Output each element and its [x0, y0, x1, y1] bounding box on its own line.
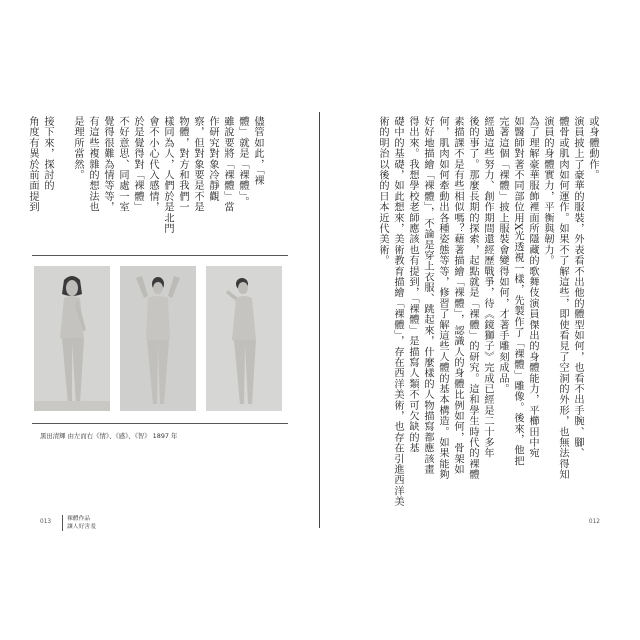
- text-column: 演員披上了豪華的服裝，外表看不出他的體型如何，也看不出手腕、腳、: [572, 116, 583, 459]
- text-column: 體」就是「裸體」。: [237, 116, 248, 208]
- right-page: [320, 0, 640, 640]
- painting-jo-image: [34, 266, 110, 411]
- figure-bottom-rule: [32, 423, 288, 424]
- right-body-text: [375, 116, 600, 507]
- text-column: 為了理解豪華服飾裡面所隱藏的歌舞伎演員傑出的身體能力，平櫛田中宛: [527, 116, 538, 459]
- text-column: [55, 116, 70, 254]
- figure-top-rule: [32, 255, 288, 256]
- running-head: [62, 515, 96, 531]
- page-number-right: 012: [588, 519, 600, 525]
- text-column: 會不小心代入感情，: [147, 116, 158, 213]
- painting-kan-image: [120, 266, 196, 411]
- text-column: 儘管如此，「裸: [252, 116, 263, 186]
- text-column: 演員的身體實力，平衡與韌力。: [542, 116, 553, 266]
- figure-caption: 黑田清輝 由左而右《情》、《感》、《智》 1897 年: [40, 432, 178, 440]
- text-column: 素描課不是有些相似嗎？藉著描繪「裸體」，認識人的身體比例如何，骨架如: [452, 116, 463, 475]
- text-column: 於是覺得對「裸體」: [132, 116, 143, 213]
- text-column: 完著這個「裸體」披上服裝會變得如何，才著手雕刻成品。: [497, 116, 508, 395]
- text-column: 接下來，探討的: [42, 116, 53, 191]
- text-column: 何，肌肉如何牽動出各種姿態等等，修習了解這些人體的基本構造。如果能夠: [437, 116, 448, 480]
- text-column: 有這些複雜的想法也: [87, 116, 98, 213]
- text-column: 覺得很難為情等等，: [102, 116, 113, 213]
- text-column: 礎中的基礎，如此想來，美術教育描繪「裸體」，存在西洋美術，也存在引進西洋美: [392, 116, 403, 507]
- figure-triptych: [34, 266, 284, 411]
- text-column: 樣同為人，人們於是北門: [162, 116, 173, 234]
- text-column: [265, 116, 280, 254]
- text-column: 如醫師對著不同部位用X光透視一樣，先製作了「裸體」雕像。後來，他把: [512, 116, 523, 467]
- running-head-line-2: 讓人好害羞: [67, 524, 96, 530]
- page-number-left: 013: [40, 519, 52, 525]
- text-column: 雖說要將「裸體」當: [222, 116, 233, 213]
- painting-chi-image: [206, 266, 282, 411]
- text-column: 得出來。我想學校老師應該也有提到，「裸體」是描寫人類不可欠缺的基: [407, 116, 418, 454]
- text-column: 好好地描繪「裸體」，不論是穿上衣服、跳起來，什麼樣的人物描寫都應該畫: [422, 116, 433, 475]
- running-head-line-1: 裸體作品: [67, 516, 91, 522]
- text-column: 或身體動作。: [587, 116, 598, 181]
- text-column: 經過這些努力、創作期間還經歷戰爭，待《鏡獅子》完成已經是二十多年: [482, 116, 493, 459]
- text-column: 物體，對方和我們一: [177, 116, 188, 213]
- text-column: 角度有異於前面提到: [27, 116, 38, 213]
- text-column: 是理所當然。: [72, 116, 83, 181]
- text-column: 體骨或肌肉如何運作。如果不了解這些，即使看見了空洞的外形，也無法得知: [557, 116, 568, 480]
- left-body-text: [25, 116, 280, 254]
- text-column: 不好意思、同處一室: [117, 116, 128, 213]
- text-column: 後的事了。那麼長期的探索，起點就是「裸體」的研究。這和學生時代的裸體: [467, 116, 478, 480]
- text-column: 作研究對象冷靜觀: [207, 116, 218, 202]
- text-column: 察，但對象要是不是: [192, 116, 203, 213]
- text-column: 術的明治以後的日本近代美術。: [377, 116, 388, 266]
